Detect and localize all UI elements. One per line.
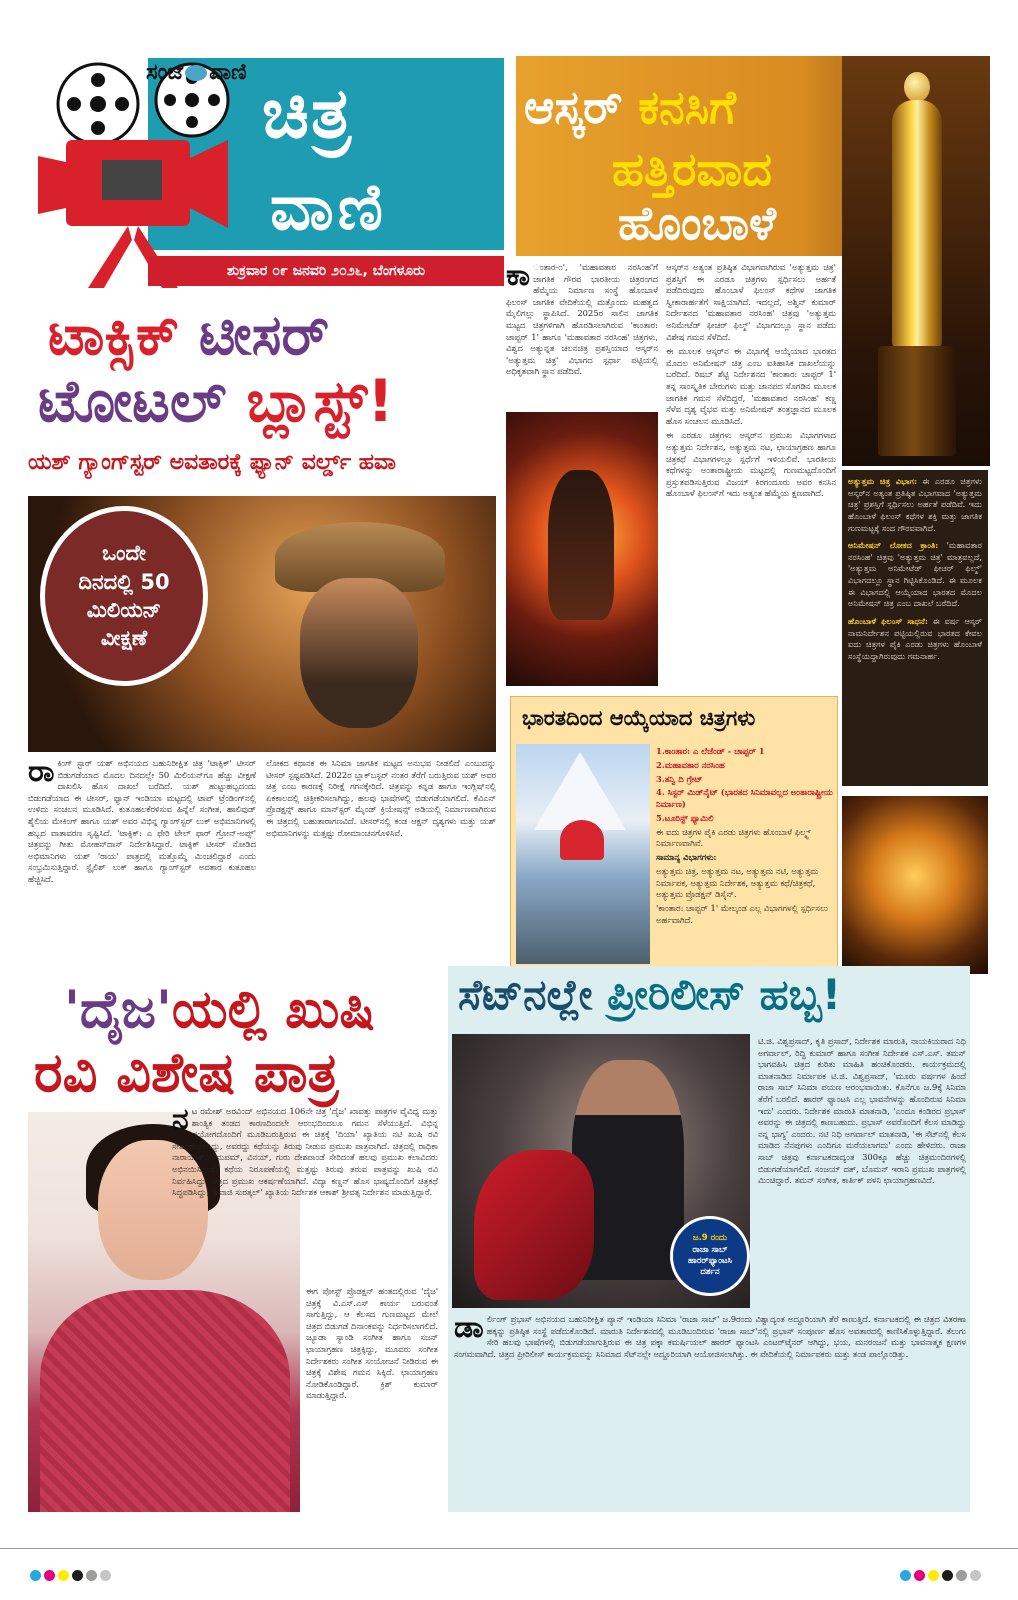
oscar-dropcap: ಕಾ bbox=[506, 262, 531, 293]
dhaija-title-word: 'ದೈಜ' bbox=[64, 980, 172, 1040]
registration-dots-right bbox=[900, 1566, 984, 1585]
registration-dot bbox=[58, 1570, 69, 1581]
dhaija-paragraph-2: ಈಗ ಪೋಸ್ಟ್ ಪ್ರೊಡಕ್ಷನ್ ಹಂತದಲ್ಲಿರುವ 'ದೈಜ' ಚಿತ್ರಕ್ಕೆ ವಿ.ಎಸ್.ಎಸ್ ಕಾರ್ಯ ಬರುವಂತೆ ಸಾಗುತ್ತಿದ್ದು, ಆ ಕೆಲಸದ ಗುಣಮಟ್ಟದ ಮೇಲೆ ಚಿತ್ರದ ಬಿಡುಗಡೆ ದಿನಾಂಕವನ್ನು ನಿರ್ಧರಿಸಲಾಗಲಿದೆ. ಜ್ಯೂಡಾ ಸ್ಯಾಂಡಿ ಸಂಗೀತ ಹಾಗೂ ಸಜನ್ ಛಾಯಾಗ್ರಹಣ ಚಿತ್ರಕ್ಕಿದ್ದು, ಮೂವರು ಸಂಗೀತ ನಿರ್ದೇಶಕರು ಸಂಗೀತ ಸಂಯೋಜನೆ ನೀಡಿರುವ ಈ ಚಿತ್ರಕ್ಕೆ ವಿಶೇಷ ಗಮನ ಸಿಕ್ಕಿದೆ. ಛಾಯಾಗ್ರಹಣ ನೋಡಿಕೊಂಡಿದ್ದಾರೆ. ಕ್ರಿಶ್ ಕುಮಾರ್ ಮಾಡುತ್ತಿದ್ದಾರೆ. bbox=[306, 1286, 438, 1401]
raja-saab-paragraph-1: ಟಿ.ಜಿ. ವಿಶ್ವಪ್ರಸಾದ್, ಕೃತಿ ಪ್ರಸಾದ್, ನಿರ್ದೇಶಕ ಮಾರುತಿ, ನಾಯಕಿಯರಾದ ನಿಧಿ ಅಗರ್ವಾಲ್, ರಿದ್ಧಿ ಕುಮಾರ್ ಹಾಗೂ ಸಂಗೀತ ನಿರ್ದೇಶಕ ಎಸ್.ಎಸ್. ತಮನ್ ಭಾಗವಹಿಸಿ ಚಿತ್ರದ ಕುರಿತು ಮಾಹಿತಿ ಹಂಚಿಕೊಂಡರು. ಕಾರ್ಯಕ್ರಮದಲ್ಲಿ ಮಾತನಾಡಿದ ನಿರ್ಮಾಪಕ ಟಿ.ಜಿ. ವಿಶ್ವಪ್ರಸಾದ್, 'ಮೂರು ವರ್ಷಗಳ ಹಿಂದೆ ರಾಜಾ ಸಾಬ್ ಸಿನಿಮಾ ಪಯಣ ಆರಂಭವಾಯಿತು. ಕೊನೆಗೂ ಜ.9ಕ್ಕೆ ಸಿನಿಮಾ ತೆರೆಗೆ ಬರಲಿದೆ. ಹಾರರ್ ಫ್ಯಾಂಟಸಿ ಎಲ್ಲ ಭಾವನೆಗಳನ್ನು ಹೊಂದಿರುವ ಸಿನಿಮಾ ಇದು' ಎಂದರು. ನಿರ್ದೇಶಕ ಮಾರುತಿ ಮಾತನಾಡಿ, 'ಎಂದೂ ಕಂಡಿರದ ಪ್ರಭಾಸ್ ಅವರನ್ನು ಈ ಚಿತ್ರದಲ್ಲಿ ಕಾಣಬಹುದು. ಪ್ರಭಾಸ್ ಅವರೊಂದಿಗೆ ಕೆಲಸ ಮಾಡಿದ್ದು ನನ್ನ ಭಾಗ್ಯ' ಎಂದರು. ನಟಿ ನಿಧಿ ಅಗರ್ವಾಲ್ ಮಾತನಾಡಿ, 'ಈ ಸೆಟ್‌ನಲ್ಲಿ ಕೆಲಸ ಮಾಡಿದ ನೆನಪುಗಳು ಎಂದಿಗೂ ಮರೆಯಲಾಗದು' ಎಂದು ಹೇಳಿದರು. ರಾಜಾ ಸಾಬ್ ಚಿತ್ರವು ಕರ್ನಾಟಕದಾದ್ಯಂತ 300ಕ್ಕೂ ಹೆಚ್ಚು ಚಿತ್ರಮಂದಿರಗಳಲ್ಲಿ ಬಿಡುಗಡೆಯಾಗಲಿದೆ. ಸಂಜಯ್ ದತ್, ಬೊಮನ್ ಇರಾನಿ ಪ್ರಮುಖ ಪಾತ್ರಗಳಲ್ಲಿ ಮಿಂಚಿದ್ದಾರೆ. ತಮನ್ ಸಂಗೀತ, ಕಾರ್ತಿಕ್ ಪಳನಿ ಛಾಯಾಗ್ರಹಣವಿದೆ. bbox=[758, 1036, 966, 1186]
section-title-chitra: ಚಿತ್ರ bbox=[262, 72, 354, 154]
kantara-hero-figure bbox=[548, 470, 614, 620]
oscar-sidebar-head: ಅನಿಮೇಷನ್ ಲೋಕದ ಕ್ರಾಂತಿ: bbox=[848, 540, 939, 551]
registration-dot bbox=[942, 1570, 953, 1581]
categories-text: ಅತ್ಯುತ್ತಮ ಚಿತ್ರ, ಅತ್ಯುತ್ತಮ ನಟ, ಅತ್ಯುತ್ತಮ ನಟಿ, ಅತ್ಯುತ್ತಮ ನಿರ್ಮಾಪಕ, ಅತ್ಯುತ್ತಮ ನಿರ್ದೇಶಕ, ಅತ್ಯುತ್ತಮ ಕಥೆ/ಚಿತ್ರಕಥೆ, ಅತ್ಯುತ್ತಮ ಪ್ರೊಡಕ್ಷನ್ ಡಿಸೈನ್. bbox=[656, 865, 819, 900]
release-badge bbox=[670, 1216, 750, 1296]
registration-dot bbox=[100, 1570, 111, 1581]
registration-dots-left bbox=[30, 1566, 114, 1585]
india-films-footer: 'ಕಾಂತಾರ: ಚಾಪ್ಟರ್ 1' ಮೇಲ್ಕಂಡ ಎಲ್ಲ ವಿಭಾಗಗಳಲ್ಲಿ ಸ್ಪರ್ಧಿಸಲು ಅರ್ಹವಾಗಿದೆ. bbox=[656, 903, 828, 925]
oscar-sidebar-item bbox=[848, 476, 982, 534]
oscar-statue-head bbox=[904, 72, 930, 102]
list-item: 2.ಮಹಾವತಾರ ನರಸಿಂಹ bbox=[656, 759, 725, 770]
brand-left: ಸಂಜೆ bbox=[146, 60, 184, 85]
registration-dot bbox=[900, 1570, 911, 1581]
raja-saab-headline-word1: ಸೆಟ್‌ನಲ್ಲೇ bbox=[458, 970, 593, 1019]
toxic-dropcap: ರಾ bbox=[28, 758, 55, 789]
views-badge-line: ವೀಕ್ಷಣೆ bbox=[100, 626, 148, 651]
yash-face bbox=[300, 578, 418, 728]
views-badge-line: ಒಂದೇ bbox=[102, 541, 146, 566]
oscar-paragraph-1: ಂತಾರ-೧', 'ಮಹಾವತಾರ ನರಸಿಂಹ'ಗೆ ಜಾಗತಿಕ ಗೌರವ ಭಾರತೀಯ ಚಿತ್ರರಂಗದ ಹೆಮ್ಮೆಯ ನಿರ್ಮಾಣ ಸಂಸ್ಥೆ ಹೊಂಬಾಳೆ ಫಿಲಂಸ್ ಜಾಗತಿಕ ವೇದಿಕೆಯಲ್ಲಿ ಮತ್ತೊಂದು ಮಹತ್ವದ ಮೈಲಿಗಲ್ಲು ಸ್ಥಾಪಿಸಿದೆ. 2025ರ ಸಾಲಿನ ಜಾಗತಿಕ ಮಟ್ಟದ ಚಿತ್ರಗಳಿಗಾಗಿ ಹೊರಡಿಸಲಾಗಿರುವ 'ಕಾಂತಾರ: ಚಾಪ್ಟರ್ 1' ಹಾಗೂ 'ಮಹಾವತಾರ ನರಸಿಂಹ' ಚಿತ್ರಗಳು, ವಿಶ್ವದ ಅತ್ಯುನ್ನತ ಚಲನಚಿತ್ರ ಪ್ರಶಸ್ತಿಯಾದ ಆಸ್ಕರ್‌ನ 'ಅತ್ಯುತ್ತಮ ಚಿತ್ರ' ವಿಭಾಗದ ಸ್ಪರ್ಧಾ ಪಟ್ಟಿಯಲ್ಲಿ ಅಧಿಕೃತವಾಗಿ ಸ್ಥಾನ ಪಡೆದಿವೆ. bbox=[506, 262, 658, 377]
oscar-statue-body bbox=[892, 100, 942, 350]
release-badge-line: ರಾಜಾ ಸಾಬ್ bbox=[692, 1244, 728, 1255]
brand-name bbox=[146, 60, 247, 85]
dhaija-dropcap: ನ bbox=[172, 1106, 189, 1137]
toxic-headline-word3: ಟೋಟಲ್ bbox=[38, 367, 227, 435]
toxic-article-col1 bbox=[28, 758, 256, 954]
oscar-sidebar-text: ಈ ಎರಡೂ ಚಿತ್ರಗಳು ಆಸ್ಕರ್‌ನ ಅತ್ಯಂತ ಪ್ರತಿಷ್ಠಿತ ವಿಭಾಗವಾದ 'ಅತ್ಯುತ್ತಮ ಚಿತ್ರ' ಪ್ರಶಸ್ತಿಗೆ ಸ್ಪರ್ಧಿಸಲು ಅರ್ಹತೆ ಪಡೆದಿವೆ. ಇದು ಹೊಂಬಾಳೆ ಫಿಲಂಸ್ ಕಥೆಗಳ ಶಕ್ತಿ ಮತ್ತು ಜಾಗತಿಕ ಗುಣಮಟ್ಟಕ್ಕೆ ಸಂದ ಗೌರವವಾಗಿದೆ. bbox=[848, 476, 982, 533]
toxic-subhead: ಯಶ್ ಗ್ಯಾಂಗ್‌ಸ್ಟರ್ ಅವತಾರಕ್ಕೆ ಫ್ಯಾನ್ ವರ್ಲ್ಡ್ ಹವಾ bbox=[28, 450, 396, 475]
red-cloth bbox=[474, 1150, 594, 1300]
india-films-note: ಈ ಐದು ಚಿತ್ರಗಳ ಪೈಕಿ ಎರಡು ಚಿತ್ರಗಳು ಹೊಂಬಾಳೆ ಫಿಲ್ಮ್ಸ್ ನಿರ್ಮಾಣವಾಗಿವೆ. bbox=[656, 826, 811, 849]
toxic-article-col2 bbox=[266, 758, 496, 954]
oscar-sidebar-item bbox=[848, 616, 982, 663]
oscar-paragraph-3: ಈ ಮೂಲಕ ಆಸ್ಕರ್‌ನ ಈ ವಿಭಾಗಕ್ಕೆ ಆಯ್ಕೆಯಾದ ಭಾರತದ ಮೊದಲ ಅನಿಮೇಷನ್ ಚಿತ್ರ ಎಂಬ ಐತಿಹಾಸಿಕ ದಾಖಲೆಯನ್ನು ಬರೆದಿದೆ. ರಿಷಬ್ ಶೆಟ್ಟಿ ನಿರ್ದೇಶನದ 'ಕಾಂತಾರ: ಚಾಪ್ಟರ್ 1' ತನ್ನ ಸಾಂಸ್ಕೃತಿಕ ಬೇರುಗಳು ಮತ್ತು ಜಾನಪದ ಸೊಗಡಿನ ಮೂಲಕ ಜಾಗತಿಕ ಗಮನ ಸೆಳೆದಿದ್ದರೆ, 'ಮಹಾವತಾರ ನರಸಿಂಹ' ಕಣ್ಣ ಸೆಳೆವ ದೃಶ್ಯ ವೈಭವ ಮತ್ತು ಅನಿಮೇಷನ್ ತಂತ್ರಜ್ಞಾನದ ಮೂಲಕ ಹೊಸ ಸಂಚಲನ ಮೂಡಿಸಿದೆ. bbox=[666, 346, 836, 426]
section-title-vaani: ವಾಣಿ bbox=[270, 171, 387, 245]
registration-dot bbox=[956, 1570, 967, 1581]
oscar-headline-word1: ಆಸ್ಕರ್ bbox=[524, 80, 623, 134]
footer-rule bbox=[0, 1548, 1018, 1549]
oscar-article-col2 bbox=[666, 262, 836, 686]
india-films-list bbox=[656, 746, 834, 929]
oscar-sidebar-head: ಅತ್ಯುತ್ತಮ ಚಿತ್ರ ವಿಭಾಗ: bbox=[848, 476, 917, 486]
list-item: 4. ಸಿಸ್ಟರ್ ಮಿಡ್‌ನೈಟ್ (ಭಾರತದ ಸಿನಿಮಾವಲ್ಲದ ಅಂತಾರಾಷ್ಟ್ರೀಯ ನಿರ್ಮಾಣ) bbox=[656, 787, 833, 810]
red-cap bbox=[560, 820, 604, 860]
toxic-headline-word2: ಟೀಸರ್ bbox=[198, 303, 330, 368]
oscar-statue-base bbox=[878, 346, 956, 456]
oscar-headline-word2: ಕನಸಿಗೆ bbox=[638, 80, 736, 134]
oscar-sidebar-text: 'ಮಹಾವತಾರ ನರಸಿಂಹ' ಚಿತ್ರವು 'ಅತ್ಯುತ್ತಮ ಚಿತ್ರ' ಮಾತ್ರವಲ್ಲದೆ, 'ಅತ್ಯುತ್ತಮ ಅನಿಮೇಟೆಡ್ ಫೀಚರ್ ಫಿಲ್ಮ್' ವಿಭಾಗದಲ್ಲೂ ಸ್ಥಾನ ಗಿಟ್ಟಿಸಿಕೊಂಡಿದೆ. ಈ ಮೂಲಕ ಈ ವಿಭಾಗದಲ್ಲಿ ಆಯ್ಕೆಯಾದ ಭಾರತದ ಮೊದಲ ಅನಿಮೇಷನ್ ಚಿತ್ರ ಎಂಬ ದಾಖಲೆ ಬರೆದಿದೆ. bbox=[848, 540, 982, 609]
registration-dot bbox=[30, 1570, 41, 1581]
oscar-headline-line2: ಹತ್ತಿರವಾದ bbox=[612, 142, 772, 196]
dhaija-article-col1 bbox=[172, 1106, 438, 1278]
categories-heading: ಸಾಮಾನ್ಯ ವಿಭಾಗಗಳು: bbox=[656, 852, 717, 863]
registration-dot bbox=[970, 1570, 981, 1581]
oscar-paragraph-4: ಈ ಎರಡೂ ಚಿತ್ರಗಳು ಆಸ್ಕರ್‌ನ ಪ್ರಮುಖ ವಿಭಾಗಗಳಾದ ಅತ್ಯುತ್ತಮ ನಿರ್ದೇಶನ, ಅತ್ಯುತ್ತಮ ನಟ, ಛಾಯಾಗ್ರಹಣ ಹಾಗೂ ಚಿತ್ರಕಥೆ ವಿಭಾಗಗಳಲ್ಲೂ ಸ್ಪರ್ಧೆಗೆ ಇಳಿಯಲಿವೆ. ಭಾರತೀಯ ಕಥೆಗಳನ್ನು ಅಂತಾರಾಷ್ಟ್ರೀಯ ಮಟ್ಟದಲ್ಲಿ ಗುಣಮಟ್ಟದೊಂದಿಗೆ ಪ್ರಸ್ತುತಪಡಿಸುತ್ತಿರುವ ವಿಜಯ್ ಕಿರಗಂದೂರು ಅವರ ಕನಸಿನ ಹೊಂಬಾಳೆ ಫಿಲಂಸ್‌ಗೆ ಇದು ಅತ್ಯಂತ ಹೆಮ್ಮೆಯ ಕ್ಷಣವಾಗಿದೆ. bbox=[666, 430, 836, 499]
toxic-paragraph-2: ಲೋಕದ ಕಥಾನಕ ಈ ಸಿನಿಮಾ ಜಾಗತಿಕ ಮಟ್ಟದ ಅನುಭವ ನೀಡಲಿದೆ ಎಂಬುದನ್ನು ಟೀಸರ್ ಸ್ಪಷ್ಟಪಡಿಸಿದೆ. 2022ರ ಬ್ಲಾಕ್‌ಬಸ್ಟರ್ ನಂತರ ತೆರೆಗೆ ಬರುತ್ತಿರುವ ಯಶ್ ಅವರ ಚಿತ್ರ ಎಂಬ ಕಾರಣಕ್ಕೆ ನಿರೀಕ್ಷೆ ಗಗನಕ್ಕೇರಿದೆ. ಚಿತ್ರವನ್ನು ಕನ್ನಡ ಹಾಗೂ ಇಂಗ್ಲಿಷ್‌ನಲ್ಲಿ ಏಕಕಾಲದಲ್ಲಿ ಚಿತ್ರೀಕರಿಸಲಾಗಿದ್ದು, ಹಲವು ಭಾಷೆಗಳಲ್ಲಿ ಬಿಡುಗಡೆಯಾಗಲಿದೆ. ಕೆವಿಎನ್ ಪ್ರೊಡಕ್ಷನ್ಸ್ ಹಾಗೂ ಮಾನ್‌ಸ್ಟರ್ ಮೈಂಡ್ ಕ್ರಿಯೇಷನ್ಸ್ ಅಡಿಯಲ್ಲಿ ನಿರ್ಮಾಣವಾಗಿರುವ ಈ ಚಿತ್ರದಲ್ಲಿ ಬಹುತಾರಾಗಣವಿದೆ. ಟೀಸರ್‌ನಲ್ಲಿ ಕಂಡ ಆಕ್ಷನ್ ದೃಶ್ಯಗಳು ಮತ್ತು ಯಶ್ ಅಭಿಮಾನಿಗಳನ್ನು ಮತ್ತಷ್ಟು ರೋಮಾಂಚನಗೊಳಿಸಿವೆ. bbox=[266, 758, 496, 838]
views-badge-line: ದಿನದಲ್ಲಿ 50 bbox=[78, 569, 170, 594]
raja-saab-headline-word2: ಪ್ರೀರಿಲೀಸ್ ಹಬ್ಬ! bbox=[607, 970, 841, 1019]
release-badge-line: ಜ.9 ರಂದು bbox=[692, 1233, 728, 1244]
brand-right: ವಾಣಿ bbox=[209, 60, 247, 85]
raja-saab-article-col1 bbox=[758, 1036, 966, 1310]
oscar-headline-line3: ಹೊಂಬಾಳೆ bbox=[618, 196, 776, 250]
toxic-headline-word4: ಬ್ಲಾಸ್ಟ್! bbox=[246, 367, 394, 435]
oscar-sidebar-item bbox=[848, 540, 982, 610]
list-item: 3.ತನ್ವಿ ದಿ ಗ್ರೇಟ್ bbox=[656, 773, 703, 784]
oscar-sidebar-text: ಈ ವರ್ಷ ಆಸ್ಕರ್ ನಾಮನಿರ್ದೇಶನ ಪಟ್ಟಿಯಲ್ಲಿರುವ ಭಾರತದ ಕೇವಲ ಐದು ಚಿತ್ರಗಳ ಪೈಕಿ ಎರಡು ಚಿತ್ರಗಳು ಹೊಂಬಾಳೆ ಸಂಸ್ಥೆಯದ್ದಾಗಿರುವುದು ಗಮನಾರ್ಹ. bbox=[848, 616, 983, 661]
registration-dot bbox=[44, 1570, 55, 1581]
views-badge bbox=[40, 506, 208, 686]
oscar-sidebar-head: ಹೊಂಬಾಳೆ ಫಿಲಂಸ್ ಸಾಧನೆ: bbox=[848, 616, 928, 627]
views-badge-line: ಮಿಲಿಯನ್ bbox=[86, 598, 162, 622]
toxic-headline-word1: ಟಾಕ್ಸಿಕ್ bbox=[48, 303, 180, 368]
raja-saab-article-col2 bbox=[454, 1314, 966, 1510]
oscar-paragraph-2: ಆಸ್ಕರ್‌ನ ಅತ್ಯಂತ ಪ್ರತಿಷ್ಠಿತ ವಿಭಾಗವಾಗಿರುವ 'ಅತ್ಯುತ್ತಮ ಚಿತ್ರ' ಪ್ರಶಸ್ತಿಗೆ ಈ ಎರಡೂ ಚಿತ್ರಗಳು ಸ್ಪರ್ಧಿಸಲು ಅರ್ಹತೆ ಪಡೆದಿರುವುದು ಹೊಂಬಾಳೆ ಫಿಲಂಸ್ ಕಥೆಗಳ ಜಾಗತಿಕ ಸ್ವೀಕಾರಾರ್ಹತೆಗೆ ಸಾಕ್ಷಿಯಾಗಿದೆ. ಇದಲ್ಲದೆ, ಅಶ್ವಿನ್ ಕುಮಾರ್ ನಿರ್ದೇಶನದ 'ಮಹಾವತಾರ ನರಸಿಂಹ' ಚಿತ್ರವು 'ಅತ್ಯುತ್ತಮ ಅನಿಮೇಟೆಡ್ ಫೀಚರ್ ಫಿಲ್ಮ್' ವಿಭಾಗದಲ್ಲೂ ಸ್ಥಾನ ಪಡೆದು ವಿಶೇಷ ಗಮನ ಸೆಳೆದಿದೆ. bbox=[666, 262, 836, 342]
raja-saab-dropcap: ಡಾ bbox=[454, 1314, 484, 1345]
list-item: 1.ಕಾಂತಾರ: ಎ ಲೆಜೆಂಡ್ - ಚಾಪ್ಟರ್ 1 bbox=[656, 746, 765, 756]
narasimha-poster bbox=[842, 796, 988, 974]
khushi-saree bbox=[40, 1290, 290, 1512]
dhaija-headline-rest: ಯಲ್ಲಿ ಖುಷಿ bbox=[171, 980, 375, 1040]
oscar-headline-line1 bbox=[524, 80, 736, 134]
toxic-paragraph-1: ಕಿಂಗ್ ಸ್ಟಾರ್ ಯಶ್ ಅಭಿನಯದ ಬಹುನಿರೀಕ್ಷಿತ ಚಿತ್ರ 'ಟಾಕ್ಸಿಕ್' ಟೀಸರ್ ಬಿಡುಗಡೆಯಾದ ಮೊದಲ ದಿನದಲ್ಲೇ 50 ಮಿಲಿಯನ್‌ಗೂ ಹೆಚ್ಚು ವೀಕ್ಷಣೆ ದಾಖಲಿಸಿ ಹೊಸ ದಾಖಲೆ ಬರೆದಿದೆ. ಯಶ್ ಹುಟ್ಟುಹಬ್ಬದಂದು ಬಿಡುಗಡೆಯಾದ ಈ ಟೀಸರ್, ಫ್ಯಾನ್ ಇಂಡಿಯಾ ಮಟ್ಟದಲ್ಲಿ ಟಾಪ್ ಟ್ರೆಂಡಿಂಗ್‌ನಲ್ಲಿ ಉಳಿದು ಸಂಚಲನ ಮೂಡಿಸಿದೆ. ಕುತೂಹಲಕೆರಳಿಸುವ ಹಿನ್ನೆಲೆ ಸಂಗೀತ, ಹಾಲಿವುಡ್ ಶೈಲಿಯ ಮೇಕಿಂಗ್ ಹಾಗೂ ಯಶ್ ಅವರ ವಿಭಿನ್ನ ಗ್ಯಾಂಗ್‌ಸ್ಟರ್ ಲುಕ್ ಅಭಿಮಾನಿಗಳಲ್ಲಿ ಹಬ್ಬದ ವಾತಾವರಣ ಸೃಷ್ಟಿಸಿದೆ. 'ಟಾಕ್ಸಿಕ್: ಎ ಫೇರಿ ಟೇಲ್ ಫಾರ್ ಗ್ರೋನ್-ಅಪ್ಸ್' ಚಿತ್ರವನ್ನು ಗೀತು ಮೋಹನ್‌ದಾಸ್ ನಿರ್ದೇಶಿಸಿದ್ದಾರೆ. ಟಾಕ್ಸಿಕ್ ಟೀಸರ್ ನೋಡಿದ ಅಭಿಮಾನಿಗಳು ಯಶ್ 'ರಾಯ' ಪಾತ್ರದಲ್ಲಿ ಮತ್ತೊಮ್ಮೆ ಮಿಂಚಲಿದ್ದಾರೆ ಎಂದು ಸಂಭ್ರಮಿಸುತ್ತಿದ್ದಾರೆ. ಸ್ಟೈಲಿಶ್ ಲುಕ್ ಹಾಗೂ ಗ್ಯಾಂಗ್‌ಸ್ಟರ್ ಅವತಾರ ಕುತೂಹಲ ಹೆಚ್ಚಿಸಿದೆ. bbox=[28, 758, 256, 884]
oscar-article-col1 bbox=[506, 262, 658, 406]
toxic-headline-line1 bbox=[48, 303, 330, 368]
raja-saab-paragraph-2: ರ್ಲಿಂಗ್ ಪ್ರಭಾಸ್ ಅಭಿನಯದ ಬಹುನಿರೀಕ್ಷಿತ ಪ್ಯಾನ್ ಇಂಡಿಯಾ ಸಿನಿಮಾ 'ರಾಜಾ ಸಾಬ್' ಜ.9ರಂದು ವಿಶ್ವಾದ್ಯಂತ ಅದ್ದೂರಿಯಾಗಿ ತೆರೆ ಕಾಣುತ್ತಿದೆ. ಕರ್ನಾಟಕದಲ್ಲಿ ಈ ಚಿತ್ರದ ವಿತರಣಾ ಹಕ್ಕನ್ನು ಪ್ರತಿಷ್ಠಿತ ಸಂಸ್ಥೆ ಪಡೆದುಕೊಂಡಿದೆ. ಮಾರುತಿ ನಿರ್ದೇಶನದಲ್ಲಿ ಮೂಡಿಬಂದಿರುವ 'ರಾಜಾ ಸಾಬ್'ನಲ್ಲಿ ಪ್ರಭಾಸ್ ಸಂಪೂರ್ಣ ಹೊಸ ಅವತಾರದಲ್ಲಿ ಕಾಣಿಸಿಕೊಳ್ಳುತ್ತಿದ್ದಾರೆ. ತೆಲುಗು ಸೇರಿ ಹಲವು ಭಾಷೆಗಳಲ್ಲಿ ಬಿಡುಗಡೆಯಾಗುತ್ತಿರುವ ಈ ಚಿತ್ರ ಪಕ್ಕಾ ಕಮರ್ಷಿಯಲ್ ಹಾರರ್ ಫ್ಯಾಂಟಸಿ ಎಂಟರ್‌ಟೈನರ್ ಆಗಿದ್ದು, ಭಯ, ಮನರಂಜನೆ ಮತ್ತು ಭಾವನಾತ್ಮಕ ಕ್ಷಣಗಳ ಸಂಗಮವಾಗಿದೆ. ಚಿತ್ರದ ಪ್ರೀರಿಲೀಸ್ ಕಾರ್ಯಕ್ರಮವನ್ನು ಸಿನಿಮಾದ ಸೆಟ್‌ನಲ್ಲೇ ಅದ್ದೂರಿಯಾಗಿ ಆಯೋಜಿಸಲಾಗಿತ್ತು. ಈ ವೇದಿಕೆಯಲ್ಲಿ ನಿರ್ಮಾಪಕರು ಮತ್ತು ತಂಡ ಪಾಲ್ಗೊಂಡಿತ್ತು. bbox=[454, 1314, 966, 1359]
dhaija-headline-line1 bbox=[64, 980, 375, 1040]
raja-saab-headline bbox=[458, 972, 841, 1018]
release-badge-line: ಹಾರರ್‌ಫ್ಯಾಂಟಸಿ bbox=[687, 1256, 733, 1266]
registration-dot bbox=[928, 1570, 939, 1581]
india-films-title: ಭಾರತದಿಂದ ಆಯ್ಕೆಯಾದ ಚಿತ್ರಗಳು bbox=[522, 706, 756, 730]
registration-dot bbox=[86, 1570, 97, 1581]
toxic-headline-line2 bbox=[38, 367, 394, 435]
release-badge-line: ದರ್ಶನ bbox=[700, 1267, 720, 1278]
registration-dot bbox=[72, 1570, 83, 1581]
globe-icon bbox=[185, 65, 207, 81]
dateline: ಶುಕ್ರವಾರ ೦೯ ಜನವರಿ ೨೦೨೬, ಬೆಂಗಳೂರು bbox=[148, 256, 504, 286]
mountain-shape bbox=[534, 752, 626, 830]
registration-dot bbox=[914, 1570, 925, 1581]
dhaija-article-col2 bbox=[306, 1286, 438, 1512]
list-item: 5.ಟೂರಿಸ್ಟ್ ಫ್ಯಾಮಿಲಿ bbox=[656, 812, 714, 823]
dhaija-headline-line2: ರವಿ ವಿಶೇಷ ಪಾತ್ರ bbox=[34, 1041, 339, 1104]
dhaija-paragraph-1: ಟ ರಮೇಶ್ ಅರವಿಂದ್ ಅಭಿನಯದ 106ನೇ ಚಿತ್ರ 'ದೈಜ' ಖಾವತ್ತು ಪಾತ್ರಗಳ ವೈವಿಧ್ಯ ಮತ್ತು ಶಾಂತ್ಯಿಕ ತಂಡದ ಕಾರಣದಿಂದಲೇ ಆರಂಭದಿಂದಲೂ ಗಮನ ಸೆಳೆಯುತ್ತಿದೆ. ವಿಭಿನ್ನ ಪ್ರಯೋಗದೊಂದಿಗೆ ಮೂಡಿಬರುತ್ತಿರುವ ಈ ಚಿತ್ರಕ್ಕೆ 'ದಿಯಾ' ಖ್ಯಾತಿಯ ನಟಿ ಖುಷಿ ರವಿ ಸೇರ್ಪಡೆಯಾಗಿದ್ದು, ಅವರದ್ದು ಕಥೆಯನ್ನು ತಿರುವು ನೀಡುವ ಪ್ರಮುಖ ಪಾತ್ರವಾಗಿದೆ. ಚಿತ್ರದಲ್ಲಿ ರಾಧಿಕಾ ನಾರಾಯಣ್, ಅನುಪಮ್, ವಿನಯ್, ಗುರು ದೇಶಪಾಂಡೆ ಸೇರಿದಂತೆ ಹಲವು ಪ್ರಮುಖ ಕಲಾವಿದರು ಅಭಿನಯಿಸಿದ್ದಾರೆ. ಕಥೆಯ ನಿರೂಪಣೆಯಲ್ಲಿ ಮತ್ತಷ್ಟು ತಿರುವು ತರುವ ಪಾತ್ರವನ್ನು ಖುಷಿ ರವಿ ನಿರ್ವಹಿಸಿದ್ದು, ಚಿತ್ರದ ಪ್ರಮುಖ ಆಕರ್ಷಣೆಯಾಗಿದೆ. ವಿದ್ಯಾ ಕಣ್ಣನ್ ಹೊಸ ಭಾಷ್ಯದೊಂದಿಗೆ ಚಿತ್ರಕಥೆ ಸಿದ್ಧಪಡಿಸಿದ್ದು, 'ಶಿವಾಜಿ ಸುರತ್ಕಲ್' ಖ್ಯಾತಿಯ ನಿರ್ದೇಶಕ ಆಕಾಶ್ ಶ್ರೀವತ್ಸ ನಿರ್ದೇಶನ ಮಾಡುತ್ತಿದ್ದಾರೆ. bbox=[172, 1106, 438, 1198]
oscar-sidebar bbox=[842, 470, 988, 786]
